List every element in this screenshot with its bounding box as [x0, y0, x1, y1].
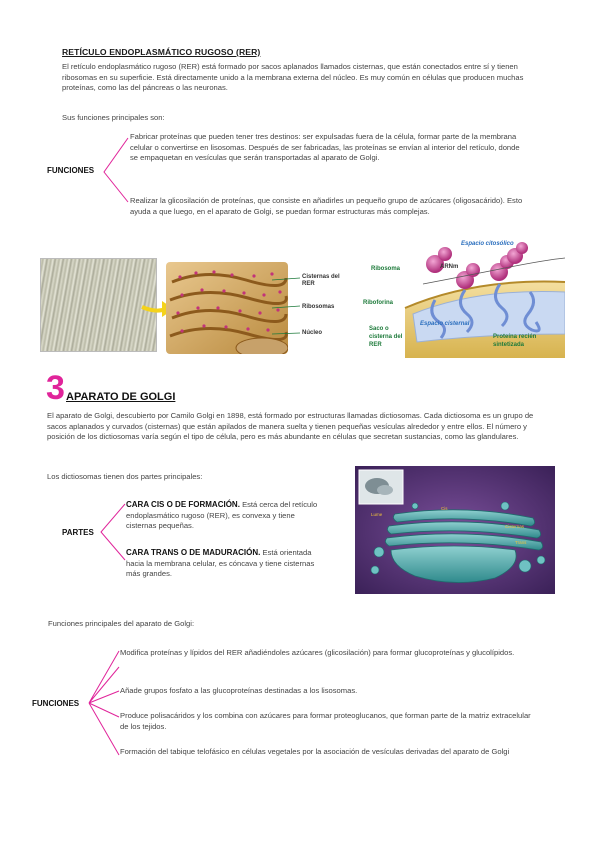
- rer-functions-label: FUNCIONES: [47, 166, 95, 175]
- label-saco-cisterna: Saco o cisterna del RER: [369, 326, 403, 348]
- svg-text:Cis: Cis: [441, 506, 448, 511]
- golgi-part-cis-name: CARA CIS O DE FORMACIÓN.: [126, 500, 240, 509]
- svg-text:Trans: Trans: [515, 540, 527, 545]
- golgi-functions-label: FUNCIONES: [32, 699, 80, 708]
- rer-intro: El retículo endoplasmático rugoso (RER) está formado por sacos aplanados llamados cisternas, que están conectados entre sí y tienen ribosomas en su superficie. Está directamente unido a la membrana externa del núcleo. Es muy común en células que producen muchas proteínas, como las del páncreas o las neuronas.: [62, 62, 524, 93]
- golgi-functions-intro: Funciones principales del aparato de Golgi:: [48, 619, 195, 628]
- label-proteina-sintetizada: Proteína recién sintetizada: [493, 334, 537, 348]
- svg-text:Lume: Lume: [371, 512, 383, 517]
- label-cisternas: Cisternas del RER: [302, 274, 340, 287]
- rer-function-2: Realizar la glicosilación de proteínas, que consiste en añadirles un pequeño grupo de azúcares (oligosacárido). Esto ayuda a que luego, en el aparato de Golgi, se puedan formar estructuras más complejas.: [130, 196, 523, 216]
- section-number: 3: [46, 369, 65, 407]
- svg-text:Cisternas: Cisternas: [505, 524, 525, 529]
- label-riboforina: Riboforina: [363, 300, 393, 306]
- golgi-illustration: [355, 466, 555, 594]
- golgi-function-4: Formación del tabique telofásico en células vegetales por la asociación de vesículas derivadas del aparato de Golgi: [120, 747, 510, 756]
- golgi-parts-intro: Los dictiosomas tienen dos partes principales:: [47, 472, 203, 481]
- label-espacio-cisternal: Espacio cisternal: [420, 321, 470, 327]
- golgi-parts-brace: [97, 500, 127, 566]
- golgi-function-3: Produce polisacáridos y los combina con azúcares para formar proteoglucanos, que forman parte de la matriz extracelular de los tejidos.: [120, 711, 531, 731]
- golgi-part-trans: [126, 548, 318, 580]
- golgi-part-cis-text: Está cerca del retículo endoplasmático rugoso (RER), es convexa y tiene cisternas pequeñas.: [126, 500, 318, 531]
- rer-functions-brace: [100, 130, 130, 210]
- golgi-part-trans-text: Está orientada hacia la membrana celular, es cóncava y tiene cisternas más grandes.: [126, 548, 315, 579]
- label-ribosoma: Ribosoma: [371, 266, 401, 272]
- golgi-function-1: Modifica proteínas y lípidos del RER añadiéndoles azúcares (glicosilación) para formar glucoproteínas y glucolípidos.: [120, 648, 515, 657]
- label-espacio-citosolico: Espacio citosólico: [461, 241, 514, 247]
- golgi-functions-brace: [85, 645, 121, 769]
- label-arnm: ARNm: [440, 264, 459, 270]
- golgi-function-2: Añade grupos fosfato a las glucoproteínas destinadas a los lisosomas.: [120, 686, 358, 695]
- rer-title: RETÍCULO ENDOPLASMÁTICO RUGOSO (RER): [62, 47, 261, 57]
- golgi-part-trans-name: CARA TRANS O DE MADURACIÓN.: [126, 548, 261, 557]
- golgi-intro: El aparato de Golgi, descubierto por Camilo Golgi en 1898, está formado por estructuras llamadas dictiosomas. Cada dictiosoma es un grupo de sacos aplanados y curvados (cisternas) que están apilados de manera suelta y tienen pequeñas vesículas alrededor y entre ellos. El número y posición de los dictiosomas varía según el tipo de célula, pero es más abundante en células que secretan sustancias, como las glandulares.: [47, 411, 534, 442]
- golgi-part-cis: [126, 500, 318, 532]
- label-nucleo: Núcleo: [302, 330, 323, 336]
- rer-functions-intro: Sus funciones principales son:: [62, 113, 165, 122]
- golgi-title: APARATO DE GOLGI: [66, 391, 176, 403]
- golgi-parts-label: PARTES: [62, 528, 94, 537]
- rer-function-1: Fabricar proteínas que pueden tener tres destinos: ser expulsadas fuera de la célula, formar parte de la membrana celular o convertirse en lisosomas. Después de ser fabricadas, las proteínas se envían al interior del retículo, donde se empaquetan en vesículas que serán transportadas al aparato de Golgi.: [130, 132, 520, 163]
- label-ribosomas: Ribosomas: [302, 304, 335, 310]
